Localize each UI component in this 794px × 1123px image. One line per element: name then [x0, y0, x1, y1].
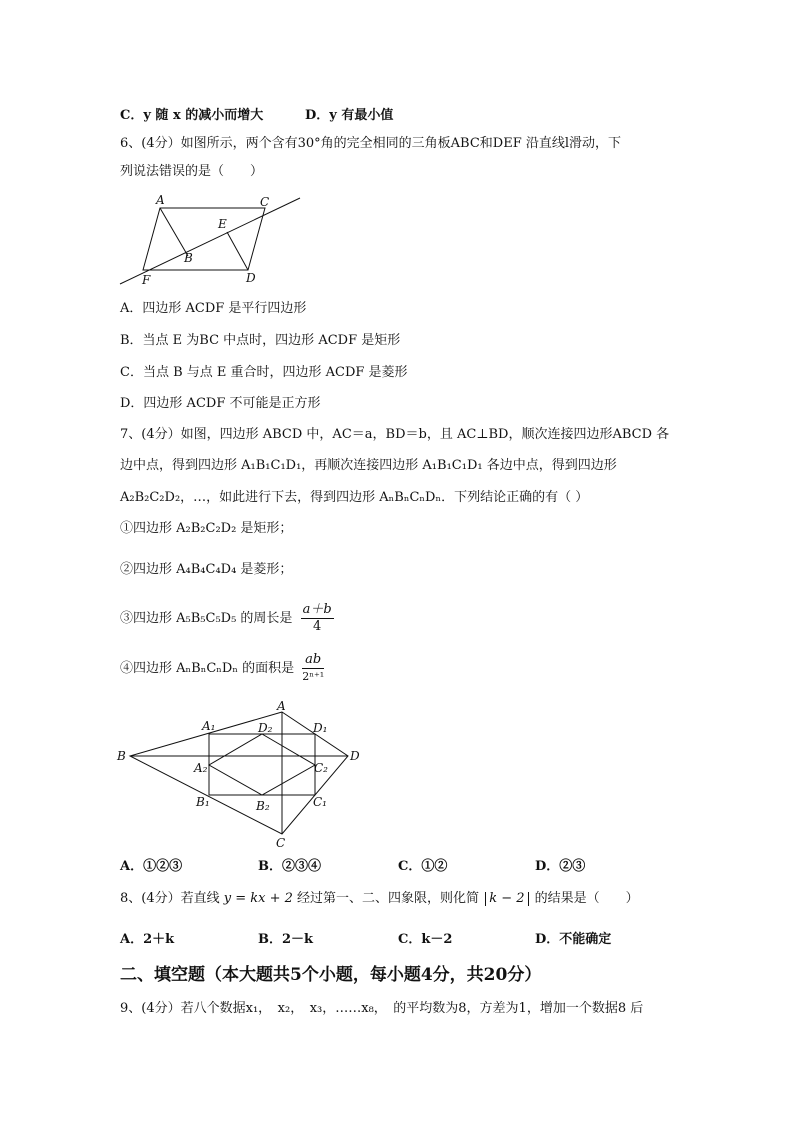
q7-rect-a1b1c1d1: [209, 734, 315, 795]
q7-label-d: D: [350, 749, 360, 763]
q7-statement-3: [120, 601, 334, 637]
q8-line-equation: y = kx + 2: [223, 891, 293, 906]
q7-label-a: A: [277, 700, 286, 713]
q7-label-b: B: [117, 749, 126, 763]
q7-label-d2: D₂: [258, 721, 273, 735]
q7-option-a: A．①②③: [120, 859, 183, 874]
q6-figure: [110, 190, 310, 290]
q6-segment-ed: [227, 232, 248, 270]
q8-option-b: B．2－k: [258, 932, 314, 947]
q8-option-c: C．k－2: [398, 932, 453, 947]
q7-label-c: C: [276, 836, 286, 850]
q6-parallelogram-acdf: [143, 208, 265, 270]
q7-fraction-perimeter-den: 4: [312, 619, 322, 634]
q6-label-f: F: [142, 273, 151, 287]
q7-statement-2: ②四边形 A₄B₄C₄D₄ 是菱形；: [120, 562, 293, 577]
q6-option-a: A．四边形 ACDF 是平行四边形: [120, 301, 307, 316]
q7-fraction-area-num: ab: [302, 652, 324, 669]
q7-stem-line2: 边中点，得到四边形 A₁B₁C₁D₁，再顺次连接四边形 A₁B₁C₁D₁ 各边中点，得到四边形: [120, 458, 617, 473]
q7-label-d1: D₁: [313, 721, 328, 735]
q6-stem-line1: 6、(4分）如图所示，两个含有30°角的完全相同的三角板ABC和DEF 沿直线l滑动，下: [120, 136, 622, 151]
q6-label-c: C: [260, 195, 270, 209]
q6-line-l: [120, 198, 300, 284]
q8-stem-post: 的结果是（ ）: [534, 891, 639, 906]
q7-fraction-area: [302, 652, 324, 685]
q7-option-c: C．①②: [398, 859, 448, 874]
section-2-title: 二、填空题（本大题共5个小题，每小题4分，共20分）: [120, 965, 542, 985]
q7-option-d: D．②③: [535, 859, 586, 874]
q8-option-d: D．不能确定: [535, 932, 612, 947]
q6-option-d: D．四边形 ACDF 不可能是正方形: [120, 396, 321, 411]
q7-label-c2: C₂: [314, 761, 328, 775]
q7-label-b2: B₂: [256, 799, 270, 813]
q6-stem-line2: 列说法错误的是（ ）: [120, 164, 264, 179]
q7-label-b1: B₁: [196, 795, 210, 809]
q7-label-a1: A₁: [202, 719, 216, 733]
q7-rhombus-a2b2c2d2: [209, 734, 315, 795]
q7-statement-4-text: ④四边形 AₙBₙCₙDₙ 的面积是: [120, 661, 295, 676]
q7-statement-3-text: ③四边形 A₅B₅C₅D₅ 的周长是: [120, 611, 293, 626]
q7-stem-line3: A₂B₂C₂D₂，…，如此进行下去，得到四边形 AₙBₙCₙDₙ．下列结论正确的有（ ）: [120, 490, 589, 505]
q7-statement-4: [120, 651, 324, 687]
q7-fraction-perimeter: [301, 602, 334, 635]
q8-stem-pre: 8、(4分）若直线: [120, 891, 220, 906]
q6-segment-ab: [160, 208, 188, 256]
q6-option-c: C．当点 B 与点 E 重合时，四边形 ACDF 是菱形: [120, 365, 408, 380]
q8-stem-mid: 经过第一、二、四象限，则化简: [297, 891, 480, 906]
q6-label-e: E: [218, 217, 227, 231]
q7-fraction-perimeter-num: a＋b: [302, 602, 332, 617]
q7-label-c1: C₁: [313, 795, 327, 809]
q6-option-b: B．当点 E 为BC 中点时，四边形 ACDF 是矩形: [120, 333, 401, 348]
q8-stem: [120, 890, 639, 908]
q5-option-d: D．y 有最小值: [305, 108, 394, 123]
q9-stem: 9、(4分）若八个数据x₁， x₂， x₃，……x₈， 的平均数为8，方差为1，增加一个数据8 后: [120, 1001, 644, 1016]
q8-absolute-value: k − 2: [485, 892, 528, 906]
q5-option-c: C．y 随 x 的减小而增大: [120, 108, 264, 123]
q7-label-a2: A₂: [194, 761, 208, 775]
q7-fraction-area-den: 2ⁿ⁺¹: [302, 670, 325, 683]
q7-figure: [112, 700, 372, 850]
q6-label-d: D: [246, 271, 256, 285]
q7-statement-1: ①四边形 A₂B₂C₂D₂ 是矩形；: [120, 521, 293, 536]
q7-stem-line1: 7、(4分）如图，四边形 ABCD 中，AC＝a，BD＝b，且 AC⊥BD，顺次连接四边形ABCD 各: [120, 427, 670, 442]
q8-option-a: A．2＋k: [120, 932, 175, 947]
q7-option-b: B．②③④: [258, 859, 321, 874]
q6-label-b: B: [184, 251, 193, 265]
q6-label-a: A: [156, 193, 165, 207]
